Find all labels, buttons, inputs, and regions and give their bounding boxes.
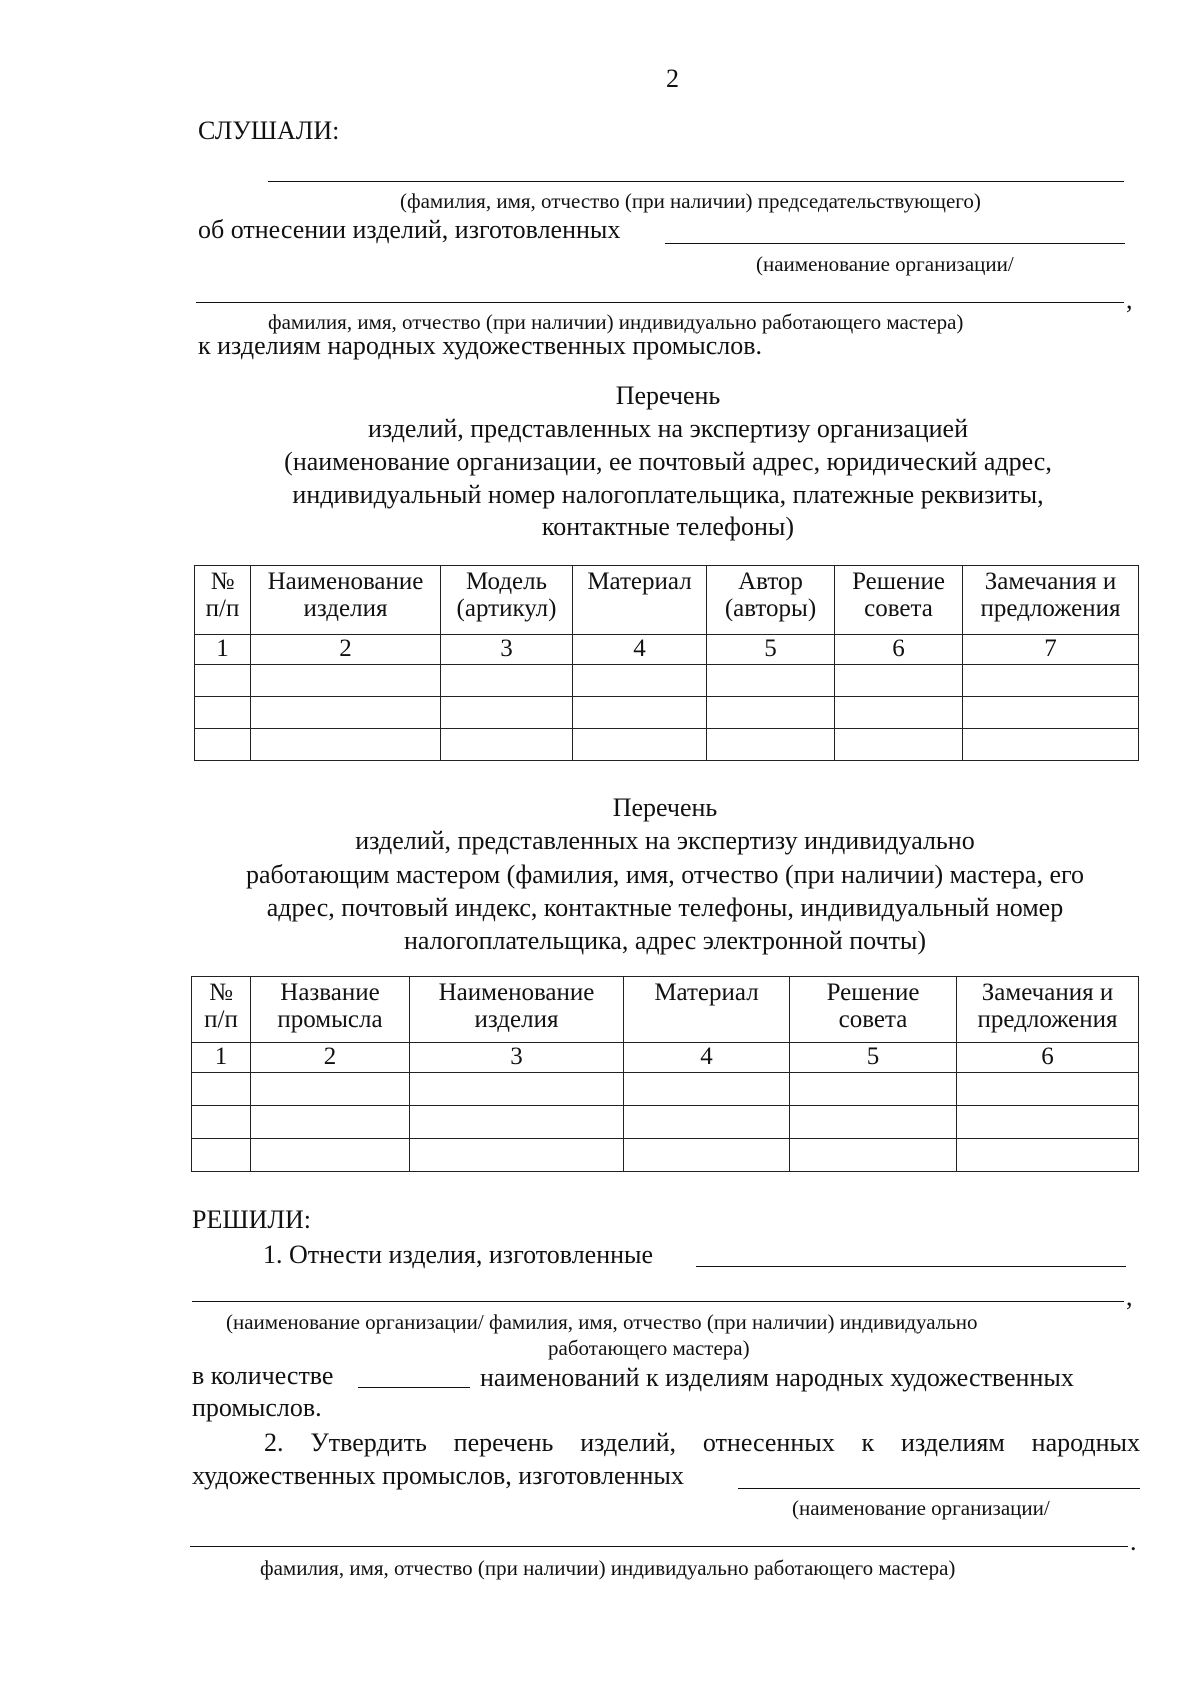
- list2-header-cell: № п/п: [192, 977, 251, 1043]
- list2-empty-row: [192, 1106, 1139, 1139]
- table-cell: [624, 1106, 790, 1139]
- table-cell: [192, 1106, 251, 1139]
- quantity-prefix: в количестве: [192, 1361, 334, 1390]
- table-cell: [957, 1139, 1139, 1172]
- list2-empty-row: [192, 1139, 1139, 1172]
- list1-number-cell: 4: [573, 635, 707, 665]
- table-cell: [963, 729, 1139, 761]
- table-cell: [251, 697, 441, 729]
- table-cell: [957, 1106, 1139, 1139]
- item1-fill-line: [696, 1266, 1126, 1267]
- table-cell: [441, 729, 573, 761]
- table-cell: [192, 1073, 251, 1106]
- list2-title: Перечень: [612, 793, 718, 822]
- list1-header-cell: Материал: [573, 566, 707, 635]
- list2-number-cell: 1: [192, 1043, 251, 1073]
- decided-item1-lead: 1. Отнести изделия, изготовленные: [263, 1240, 654, 1269]
- table-cell: [195, 665, 251, 697]
- list2-number-cell: 2: [251, 1043, 410, 1073]
- list1-header-cell: № п/п: [195, 566, 251, 635]
- table-cell: [410, 1073, 624, 1106]
- heard-heading: СЛУШАЛИ:: [198, 116, 340, 145]
- list2-header-cell: Решение совета: [790, 977, 957, 1043]
- list1-number-cell: 5: [707, 635, 835, 665]
- list2-header-cell: Название промысла: [251, 977, 410, 1043]
- decided-caption-org: (наименование организации/: [792, 1496, 1050, 1520]
- table-cell: [573, 697, 707, 729]
- list1-subtitle-line: (наименование организации, ее почтовый адрес, юридический адрес,: [284, 447, 1052, 476]
- decided-comma: ,: [1126, 1282, 1133, 1311]
- list1-title: Перечень: [615, 381, 721, 410]
- list2-subtitle-line: работающим мастером (фамилия, имя, отчество (при наличии) мастера, его: [245, 860, 1085, 889]
- table-cell: [192, 1139, 251, 1172]
- list1-header-cell: Замечания и предложения: [963, 566, 1139, 635]
- table-cell: [963, 697, 1139, 729]
- table-cell: [707, 665, 835, 697]
- list2-number-cell: 4: [624, 1043, 790, 1073]
- list1-empty-row: [195, 729, 1139, 761]
- caption-chair: (фамилия, имя, отчество (при наличии) председательствующего): [400, 189, 981, 213]
- list1-empty-row: [195, 697, 1139, 729]
- table-cell: [835, 729, 963, 761]
- list2-subtitle-line: изделий, представленных на экспертизу индивидуально: [355, 826, 975, 855]
- list1-header-row: [195, 566, 1139, 635]
- table-cell: [790, 1106, 957, 1139]
- table-cell: [707, 697, 835, 729]
- decided-period: .: [1130, 1527, 1137, 1556]
- item2-fill-line: [738, 1488, 1140, 1489]
- list1-empty-row: [195, 665, 1139, 697]
- to-items-line: к изделиям народных художественных промыслов.: [198, 331, 762, 360]
- table-cell: [441, 665, 573, 697]
- decided-item2-line1: 2. Утвердить перечень изделий, отнесенных к изделиям народных: [264, 1428, 1140, 1457]
- decided-item2-line2: художественных промыслов, изготовленных: [192, 1461, 684, 1490]
- org-master-line: [196, 302, 1124, 303]
- list2-number-cell: 3: [410, 1043, 624, 1073]
- page-number: 2: [666, 64, 679, 93]
- caption-org: (наименование организации/: [756, 252, 1014, 276]
- list2-number-row: [192, 1043, 1139, 1073]
- table-cell: [790, 1073, 957, 1106]
- list1-subtitle-line: контактные телефоны): [541, 512, 795, 541]
- list1-header-cell: Модель (артикул): [441, 566, 573, 635]
- list1-number-cell: 1: [195, 635, 251, 665]
- list1-subtitle-line: изделий, представленных на экспертизу организацией: [367, 414, 968, 443]
- quantity-fill-line: [358, 1387, 470, 1388]
- list2-subtitle-line: адрес, почтовый индекс, контактные телефоны, индивидуальный номер: [266, 893, 1064, 922]
- table-cell: [251, 1106, 410, 1139]
- table-cell: [410, 1139, 624, 1172]
- decided-heading: РЕШИЛИ:: [192, 1205, 311, 1234]
- table-cell: [251, 665, 441, 697]
- table-cell: [195, 729, 251, 761]
- table-cell: [573, 729, 707, 761]
- decided-caption-line2: работающего мастера): [548, 1336, 750, 1360]
- table-cell: [624, 1139, 790, 1172]
- table-cell: [624, 1073, 790, 1106]
- list2-header-cell: Материал: [624, 977, 790, 1043]
- table-cell: [963, 665, 1139, 697]
- quantity-end: промыслов.: [192, 1393, 322, 1422]
- chair-name-line: [268, 181, 1124, 182]
- list1-number-cell: 3: [441, 635, 573, 665]
- about-fill-line: [665, 243, 1125, 244]
- table-cell: [573, 665, 707, 697]
- heard-comma: ,: [1126, 285, 1133, 314]
- table-cell: [410, 1106, 624, 1139]
- list1-number-row: [195, 635, 1139, 665]
- table-cell: [835, 697, 963, 729]
- quantity-suffix: наименований к изделиям народных художественных: [480, 1363, 1074, 1392]
- list2-header-cell: Наименование изделия: [410, 977, 624, 1043]
- list1-header-cell: Наименование изделия: [251, 566, 441, 635]
- decided-caption-line1: (наименование организации/ фамилия, имя, отчество (при наличии) индивидуально: [226, 1310, 978, 1334]
- table-cell: [195, 697, 251, 729]
- list2-number-cell: 5: [790, 1043, 957, 1073]
- list2-header-cell: Замечания и предложения: [957, 977, 1139, 1043]
- table-cell: [835, 665, 963, 697]
- table-cell: [790, 1139, 957, 1172]
- list2-table: [191, 976, 1139, 1172]
- table-cell: [707, 729, 835, 761]
- list1-header-cell: Решение совета: [835, 566, 963, 635]
- list2-subtitle-line: налогоплательщика, адрес электронной почты): [403, 926, 927, 955]
- list1-number-cell: 2: [251, 635, 441, 665]
- table-cell: [957, 1073, 1139, 1106]
- table-cell: [251, 729, 441, 761]
- item1-name-line: [192, 1301, 1124, 1302]
- list1-number-cell: 7: [963, 635, 1139, 665]
- caption-master: фамилия, имя, отчество (при наличии) индивидуально работающего мастера): [268, 310, 964, 334]
- about-line: об отнесении изделий, изготовленных: [198, 215, 621, 244]
- table-cell: [441, 697, 573, 729]
- list2-number-cell: 6: [957, 1043, 1139, 1073]
- table-cell: [251, 1073, 410, 1106]
- list1-subtitle-line: индивидуальный номер налогоплательщика, платежные реквизиты,: [292, 480, 1044, 509]
- list1-number-cell: 6: [835, 635, 963, 665]
- list2-empty-row: [192, 1073, 1139, 1106]
- list1-header-cell: Автор (авторы): [707, 566, 835, 635]
- list1-table: [194, 565, 1139, 761]
- table-cell: [251, 1139, 410, 1172]
- item2-master-line: [190, 1546, 1128, 1547]
- decided-caption-master: фамилия, имя, отчество (при наличии) индивидуально работающего мастера): [260, 1556, 956, 1580]
- list2-header-row: [192, 977, 1139, 1043]
